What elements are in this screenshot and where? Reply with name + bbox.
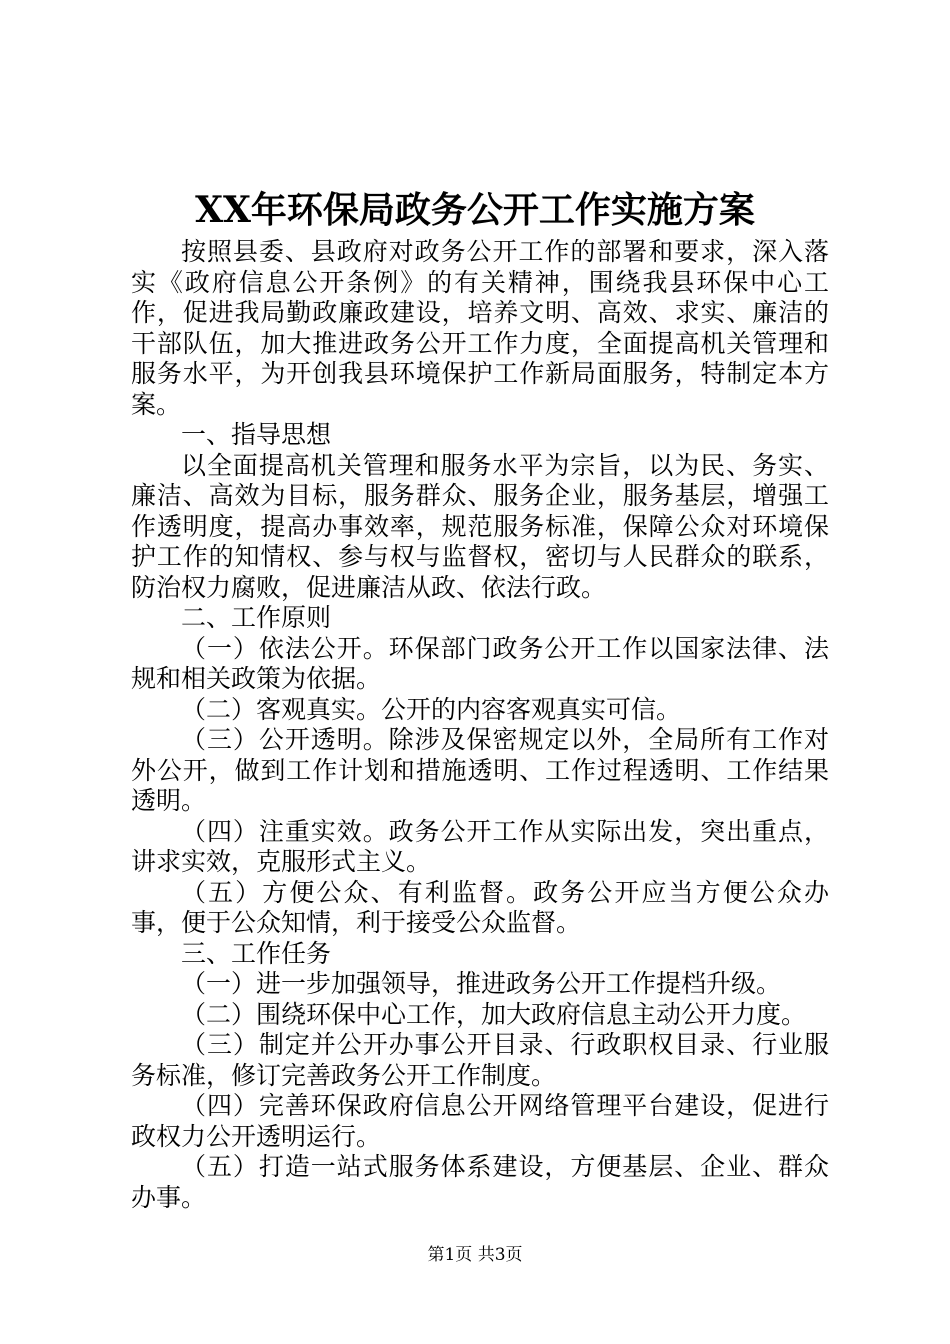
section-heading-guiding-thought: 一、指导思想 [181, 420, 332, 449]
task-item-5: （五）打造一站式服务体系建设，方便基层、企业、群众办事。 [131, 1152, 829, 1212]
principle-item-2: （二）客观真实。公开的内容客观真实可信。 [181, 694, 682, 724]
principle-item-3: （三）公开透明。除涉及保密规定以外，全局所有工作对外公开，做到工作计划和措施透明、工作过程透明、工作结果透明。 [131, 725, 829, 815]
principle-item-5: （五）方便公众、有利监督。政务公开应当方便公众办事，便于公众知情，利于接受公众监督。 [131, 877, 829, 937]
page-number-footer: 第1页 共3页 [427, 1245, 523, 1265]
task-item-3: （三）制定并公开办事公开目录、行政职权目录、行业服务标准，修订完善政务公开工作制度。 [131, 1030, 829, 1090]
task-item-1: （一）进一步加强领导，推进政务公开工作提档升级。 [181, 969, 782, 998]
task-item-4: （四）完善环保政府信息公开网络管理平台建设，促进行政权力公开透明运行。 [131, 1091, 829, 1151]
section-heading-work-tasks: 三、工作任务 [181, 938, 332, 968]
guiding-thought-paragraph: 以全面提高机关管理和服务水平为宗旨，以为民、务实、廉洁、高效为目标，服务群众、服务企业，服务基层，增强工作透明度，提高办事效率，规范服务标准，保障公众对环境保护工作的知情权、参与权与监督权，密切与人民群众的联系，防治权力腐败，促进廉洁从政、依法行政。 [131, 450, 829, 602]
document-body [131, 237, 829, 1213]
principle-item-4: （四）注重实效。政务公开工作从实际出发，突出重点，讲求实效，克服形式主义。 [131, 816, 829, 876]
document-title: XX年环保局政务公开工作实施方案 [195, 189, 755, 231]
intro-paragraph: 按照县委、县政府对政务公开工作的部署和要求，深入落实《政府信息公开条例》的有关精神，围绕我县环保中心工作，促进我局勤政廉政建设，培养文明、高效、求实、廉洁的干部队伍，加大推进政务公开工作力度，全面提高机关管理和服务水平，为开创我县环境保护工作新局面服务，特制定本方案。 [131, 237, 829, 419]
section-heading-work-principles: 二、工作原则 [181, 603, 332, 632]
principle-item-1: （一）依法公开。环保部门政务公开工作以国家法律、法规和相关政策为依据。 [131, 633, 829, 693]
task-item-2: （二）围绕环保中心工作，加大政府信息主动公开力度。 [181, 999, 807, 1029]
